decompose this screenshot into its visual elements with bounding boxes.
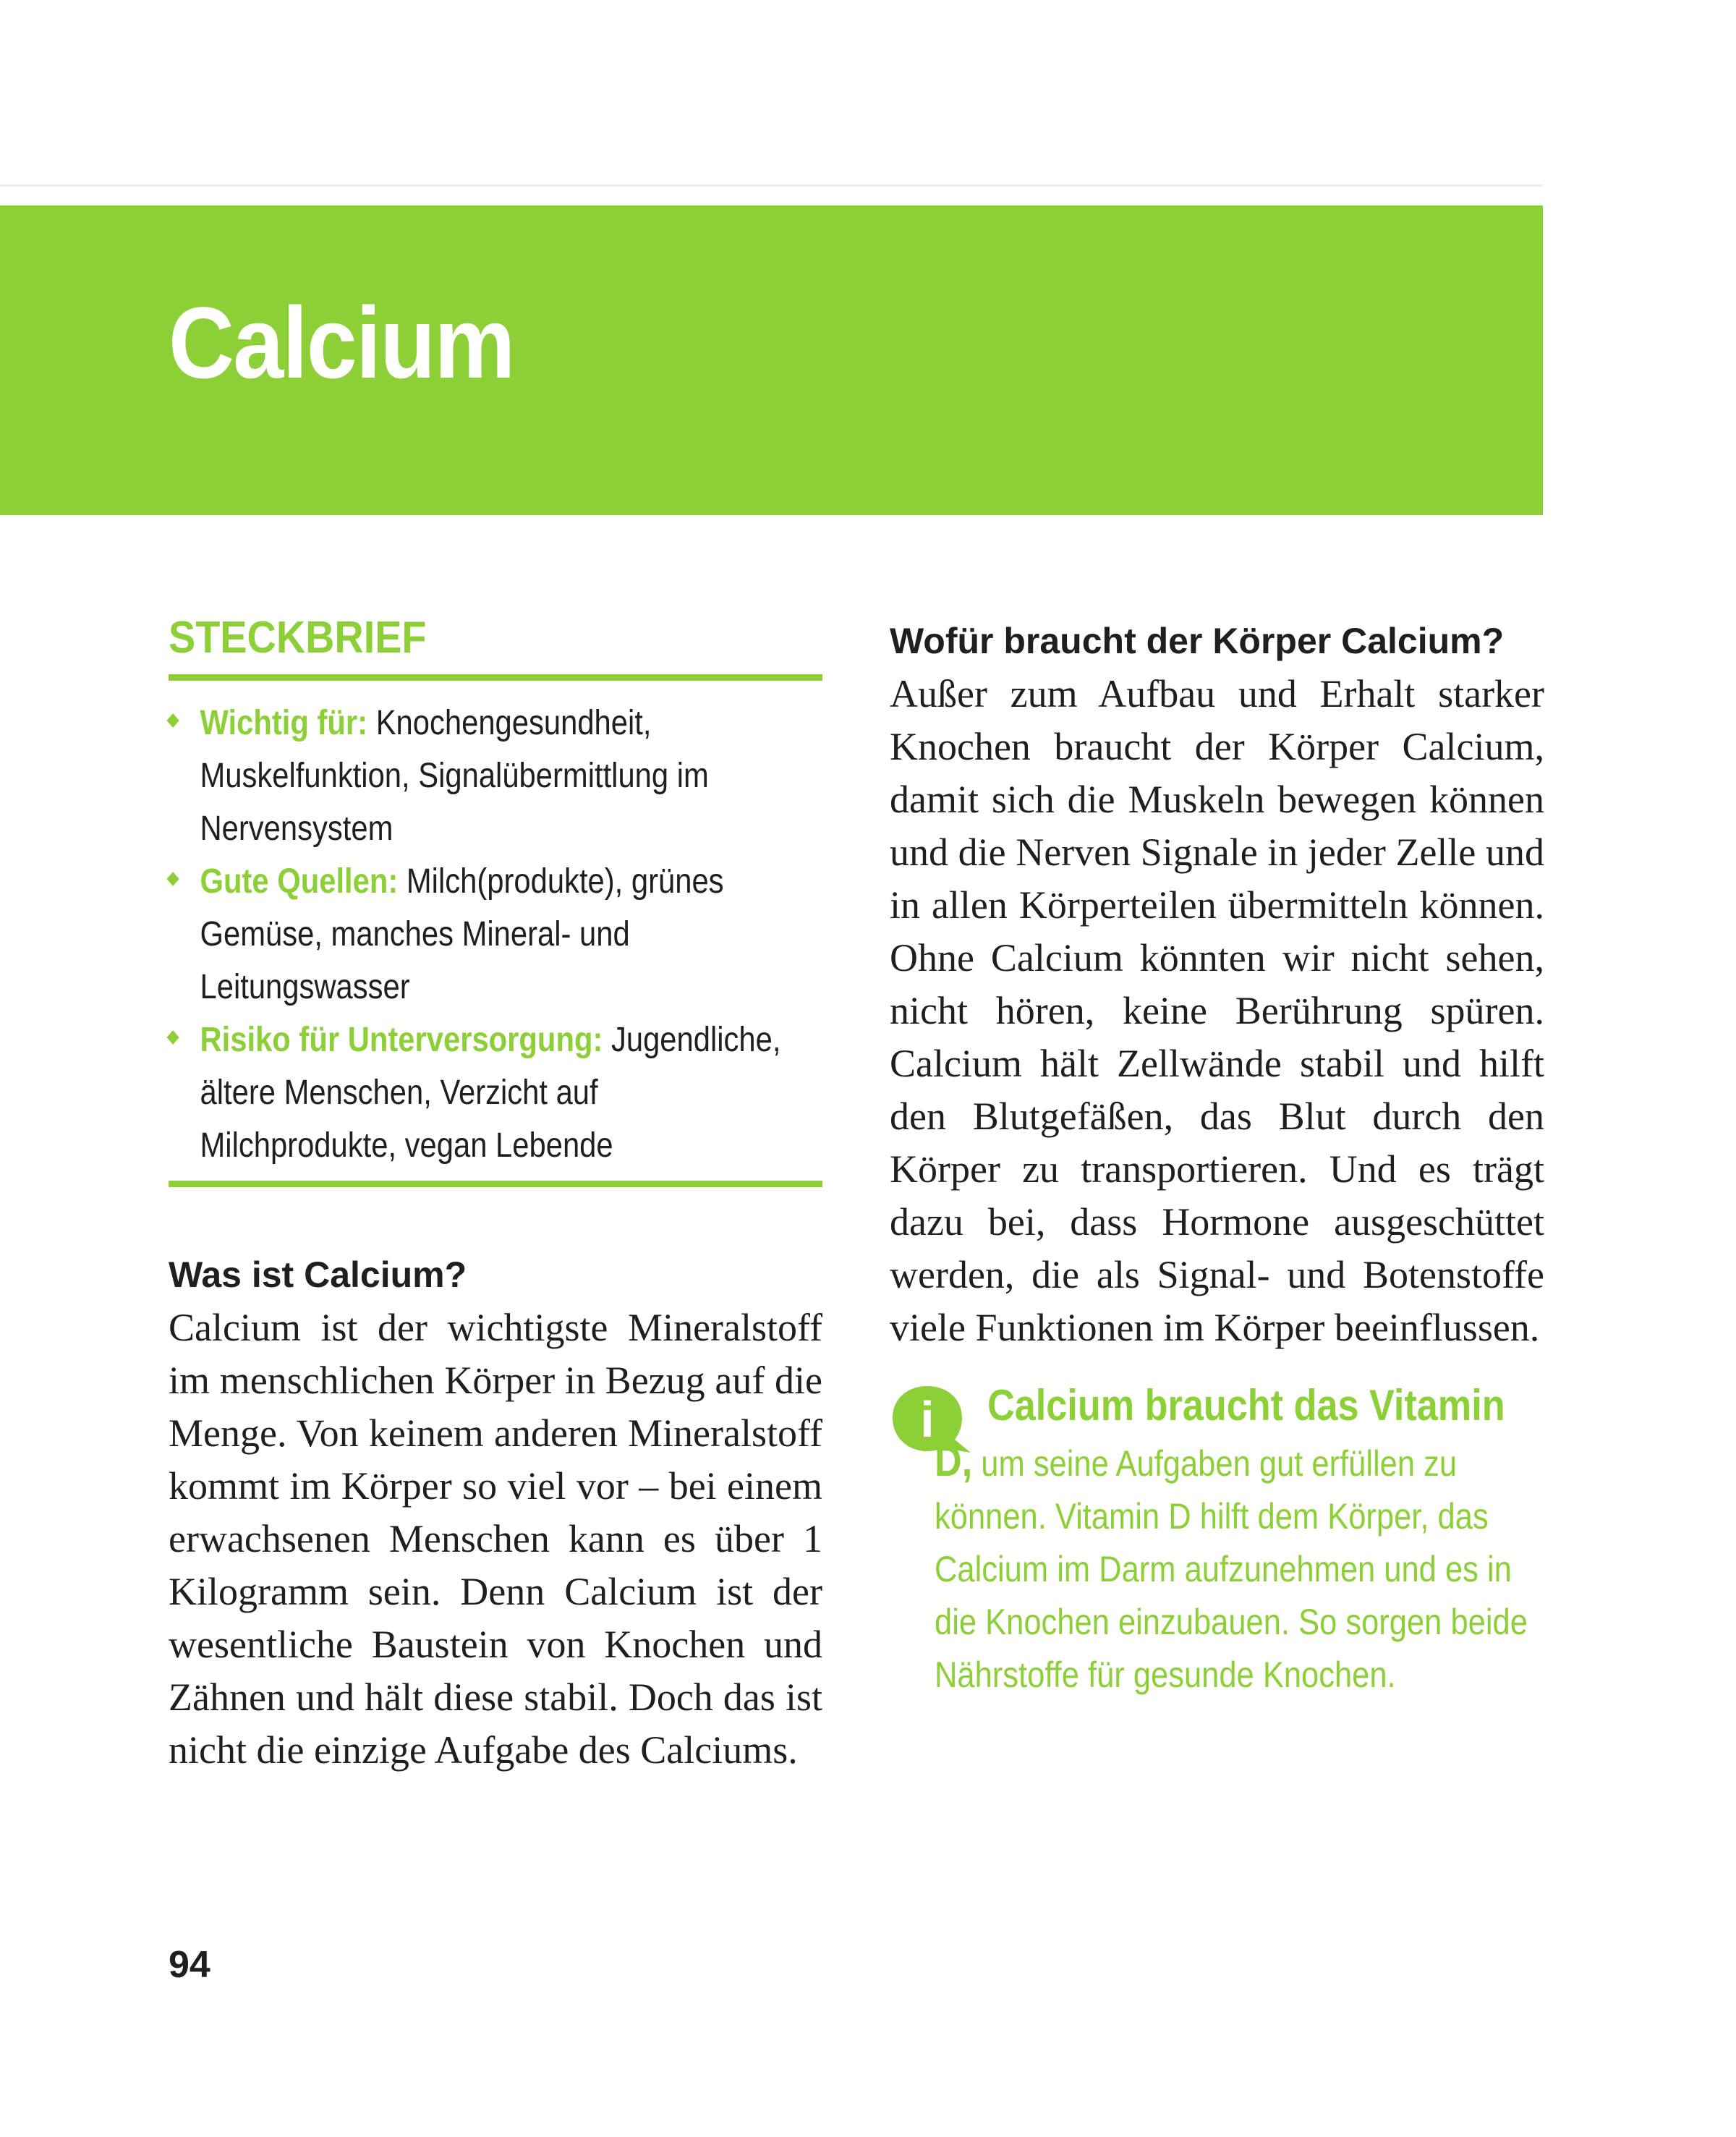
chapter-title: Calcium bbox=[169, 286, 514, 399]
info-body: um seine Aufgaben gut erfüllen zu können. Vitamin D hilft dem Körper, das Calcium im Darm aufzunehmen und es in die Knochen einzubauen. So sorgen beide Nährstoffe für gesunde Knochen. bbox=[935, 1443, 1528, 1695]
profile-bottom-rule bbox=[169, 1181, 822, 1187]
info-icon-letter: i bbox=[920, 1391, 935, 1448]
page-number: 94 bbox=[169, 1944, 210, 1986]
profile-item-text: Milch(produkte), grünes Gemüse, manches Mineral- und Leitungswasser bbox=[200, 862, 724, 1006]
info-text bbox=[935, 1379, 1533, 1701]
profile-item-label: Wichtig für: bbox=[200, 704, 368, 742]
section-heading-what-is: Was ist Calcium? bbox=[169, 1254, 467, 1295]
profile-item-text: Jugendliche, ältere Menschen, Verzicht auf Milchprodukte, vegan Lebende bbox=[200, 1021, 781, 1165]
profile-top-rule bbox=[169, 674, 822, 681]
profile-box bbox=[169, 609, 822, 1187]
profile-item-important-for bbox=[169, 697, 798, 855]
profile-item-deficiency-risk bbox=[169, 1014, 798, 1172]
profile-heading: STECKBRIEF bbox=[169, 613, 427, 663]
diamond-bullet-icon bbox=[166, 713, 179, 728]
diamond-bullet-icon bbox=[166, 1030, 179, 1045]
profile-item-label: Risiko für Unterversorgung: bbox=[200, 1021, 603, 1059]
info-lead: Calcium braucht das Vitamin D, bbox=[935, 1381, 1505, 1485]
chapter-banner bbox=[0, 205, 1543, 515]
profile-item-good-sources bbox=[169, 855, 798, 1014]
diamond-bullet-icon bbox=[166, 872, 179, 886]
top-divider bbox=[0, 184, 1543, 187]
info-box bbox=[890, 1379, 1544, 1701]
profile-item-label: Gute Quellen: bbox=[200, 862, 399, 901]
profile-item-text: Knochengesundheit, Muskelfunktion, Signalübermittlung im Nervensystem bbox=[200, 704, 709, 848]
section-body-why-needed: Außer zum Aufbau und Erhalt starker Knochen braucht der Körper Calcium, damit sich die Muskeln bewegen können und die Nerven Signale in jeder Zelle und in allen Körperteilen übermitteln können. Ohne Calcium könnten wir nicht sehen, nicht hören, keine Berührung spüren. Calcium hält Zellwände stabil und hilft den Blutgefäßen, das Blut durch den Körper zu transportieren. Und es trägt dazu bei, dass Hormone ausgeschüttet werden, die als Signal- und Botenstoffe viele Funktionen im Körper beeinflussen. bbox=[890, 672, 1544, 1349]
section-heading-why-needed: Wofür braucht der Körper Calcium? bbox=[890, 621, 1505, 661]
profile-list bbox=[169, 681, 822, 1181]
section-body-what-is: Calcium ist der wichtigste Mineralstoff im menschlichen Körper in Bezug auf die Menge. Von keinem anderen Mineralstoff kommt im Körper so viel vor – bei einem erwachsenen Menschen kann es über 1 Kilogramm sein. Denn Calcium ist der wesentliche Baustein von Knochen und Zähnen und hält diese stabil. Doch das ist nicht die einzige Aufgabe des Calciums. bbox=[169, 1306, 822, 1772]
right-column bbox=[890, 615, 1544, 1701]
left-column bbox=[169, 609, 822, 1777]
